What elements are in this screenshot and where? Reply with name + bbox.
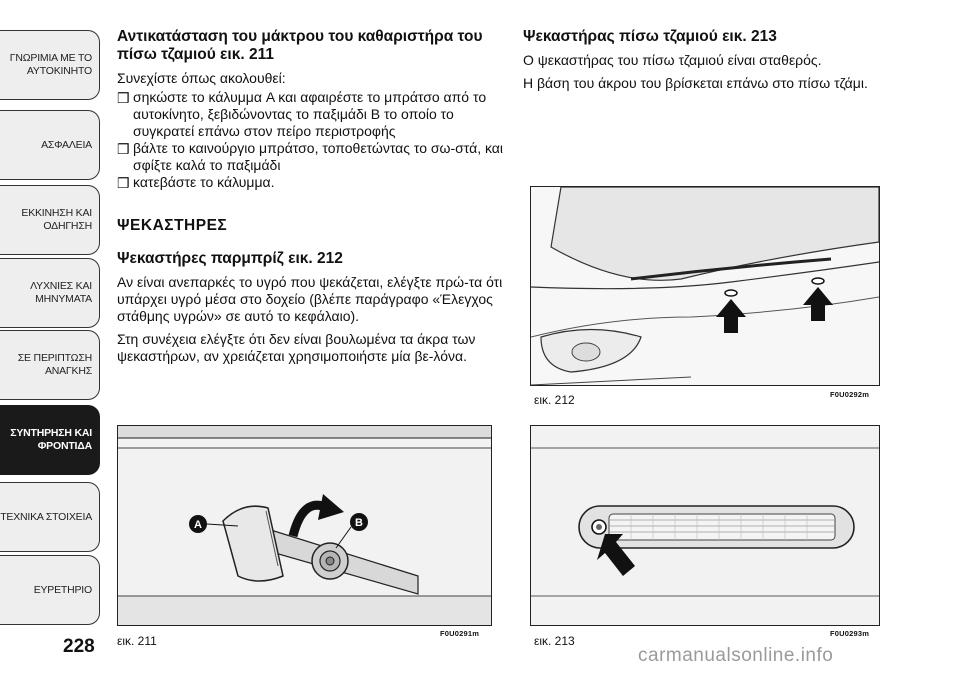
tab-emergency[interactable]: ΣΕ ΠΕΡΙΠΤΩΣΗ ΑΝΑΓΚΗΣ bbox=[0, 330, 100, 400]
windscreen-washers-illustration bbox=[531, 187, 879, 385]
label-b: B bbox=[355, 517, 363, 529]
tab-index[interactable]: ΕΥΡΕΤΗΡΙΟ bbox=[0, 555, 100, 625]
tab-technical-data[interactable]: ΤΕΧΝΙΚΑ ΣΤΟΙΧΕΙΑ bbox=[0, 482, 100, 552]
tab-lights-messages[interactable]: ΛΥΧΝΙΕΣ ΚΑΙ ΜΗΝΥΜΑΤΑ bbox=[0, 258, 100, 328]
paragraph: Αν είναι ανεπαρκές το υγρό που ψεκάζεται, ελέγξτε πρώ-τα ότι υπάρχει υγρό μέσα στο δοχείο (βλέπε παράγραφο «Έλεγχος στάθμης υγρών» σε αυτό το κεφάλαιο). bbox=[117, 274, 503, 324]
list-item: ❒ κατεβάστε το κάλυμμα. bbox=[117, 174, 275, 191]
figure-211 bbox=[117, 425, 492, 626]
left-column bbox=[117, 28, 503, 371]
wiper-arm-heading: Αντικατάσταση του μάκτρου του καθαριστήρα του πίσω τζαμιού εικ. 211 bbox=[117, 28, 483, 63]
tab-safety[interactable]: ΑΣΦΑΛΕΙΑ bbox=[0, 110, 100, 180]
label-a: A bbox=[194, 519, 202, 531]
rear-washer-illustration bbox=[531, 426, 879, 625]
paragraph: Στη συνέχεια ελέγξτε ότι δεν είναι βουλωμένα τα άκρα των ψεκαστήρων, αν χρειάζεται χρησιμοποιήστε μία βε-λόνα. bbox=[117, 331, 476, 364]
figure-211-caption: εικ. 211 bbox=[117, 634, 157, 648]
intro-text: Συνεχίστε όπως ακολουθεί: bbox=[117, 70, 286, 86]
tab-getting-to-know[interactable]: ΓΝΩΡΙΜΙΑ ΜΕ ΤΟ ΑΥΤΟΚΙΝΗΤΟ bbox=[0, 30, 100, 100]
figure-212-code: F0U0292m bbox=[830, 390, 870, 399]
checkbox-bullet-icon: ❒ bbox=[117, 141, 130, 157]
checkbox-bullet-icon: ❒ bbox=[117, 90, 130, 106]
list-item: ❒ σηκώστε το κάλυμμα A και αφαιρέστε το μπράτσο από το αυτοκίνητο, ξεβιδώνοντας το παξιμάδι B το οποίο το συγκρατεί επάνω στον πείρο περιστροφής bbox=[117, 89, 487, 139]
tab-starting-driving[interactable]: ΕΚΚΙΝΗΣΗ ΚΑΙ ΟΔΗΓΗΣΗ bbox=[0, 185, 100, 255]
figure-212-caption: εικ. 212 bbox=[534, 393, 575, 407]
rear-washer-heading: Ψεκαστήρας πίσω τζαμιού εικ. 213 bbox=[523, 28, 777, 45]
tab-maintenance-care[interactable]: ΣΥΝΤΗΡΗΣΗ ΚΑΙ ΦΡΟΝΤΙΔΑ bbox=[0, 405, 100, 475]
section-title: ΨΕΚΑΣΤΗΡΕΣ bbox=[117, 217, 228, 234]
right-column bbox=[523, 28, 913, 98]
figure-211-code: F0U0291m bbox=[440, 629, 480, 638]
figure-212 bbox=[530, 186, 880, 386]
paragraph: Η βάση του άκρου του βρίσκεται επάνω στο πίσω τζάμι. bbox=[523, 75, 868, 91]
watermark: carmanualsonline.info bbox=[638, 645, 834, 666]
wiper-arm-illustration bbox=[118, 426, 491, 625]
list-item: ❒ βάλτε το καινούργιο μπράτσο, τοποθετώντας το σω-στά, και σφίξτε καλά το παξιμάδι bbox=[117, 140, 504, 173]
figure-213 bbox=[530, 425, 880, 626]
figure-213-caption: εικ. 213 bbox=[534, 634, 575, 648]
checkbox-bullet-icon: ❒ bbox=[117, 175, 130, 191]
paragraph: Ο ψεκαστήρας του πίσω τζαμιού είναι σταθερός. bbox=[523, 52, 822, 68]
windscreen-washers-heading: Ψεκαστήρες παρμπρίζ εικ. 212 bbox=[117, 250, 343, 267]
page-number: 228 bbox=[63, 636, 95, 657]
figure-213-code: F0U0293m bbox=[830, 629, 870, 638]
